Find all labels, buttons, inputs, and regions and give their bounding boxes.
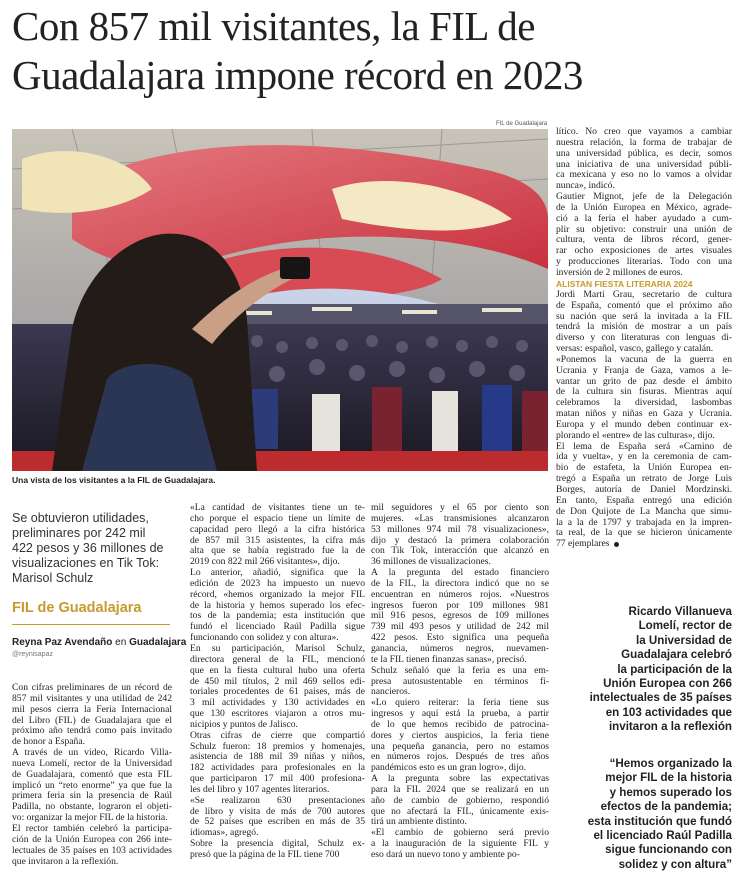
body-line: edición de 2023 ha impuesto un nuevo: [190, 578, 365, 589]
byline: [12, 637, 186, 648]
body-line: les del libro y 107 agentes literarios.: [190, 784, 330, 795]
body-line: toriales procedentes de 61 paises, más de: [190, 687, 365, 698]
body-line: de España, comentó que el próximo año: [556, 300, 732, 311]
body-line: directora general de la FIL, mencionó: [190, 654, 365, 665]
body-line: funcionando con solidez y con altura».: [190, 633, 339, 644]
pull-quote-line: solidez y con altura”: [618, 857, 732, 871]
body-line: «Se realizaron 630 presentaciones: [190, 795, 365, 806]
body-line: diverso y con literaturas con lenguas di-: [556, 333, 732, 344]
deck-line: 422 pesos y 36 millones de: [12, 541, 164, 555]
body-line: de Don Quijote de La Mancha que simu-: [556, 506, 732, 517]
body-line: de 52 países que escriben en más de 35: [190, 817, 365, 828]
body-line: Gautier Mignot, jefe de la Delegación: [556, 192, 732, 203]
pull-quote-line: mejor FIL de la historia: [605, 771, 732, 785]
body-line: «Lo quiero reiterar: la feria tiene sus: [371, 698, 549, 709]
body-line: encuentran en números rojos. «Nuestros: [371, 589, 549, 600]
body-line: dores y ciertos auspicios, la feria tiene: [371, 730, 549, 741]
body-line: Con cifras preliminares de un récord de: [12, 683, 172, 693]
pull-quote-line: el licenciado Raúl Padilla: [593, 829, 732, 843]
body-line: presa autosustentable en términos fi-: [371, 676, 549, 687]
headline-line-2: Guadalajara impone récord en 2023: [12, 52, 583, 98]
body-column-1: [12, 683, 172, 867]
byline-place: Guadalajara: [129, 637, 187, 648]
body-line: capacidad pero llegó a la cifra histórica: [190, 524, 365, 535]
body-line: de lo que hemos recibido de patrocina-: [371, 719, 549, 730]
news-photo: [12, 129, 548, 471]
body-line: una pequeña ganancia, pero no estamos: [371, 741, 549, 752]
body-line: ingresos fueron por 109 millones 981: [371, 600, 549, 611]
body-line: con Tik Tok, interacción que alcanzó en: [371, 546, 549, 557]
body-line: y producciones literarias. Todo con una: [556, 257, 732, 268]
body-line: ida y vuelta», y en la ceremonia de cam-: [556, 452, 732, 463]
body-line: año de cambio de gobierno, respondió: [371, 795, 549, 806]
body-line: próximo año tendrá como país invitado: [12, 726, 172, 737]
body-line: bio de estafeta, la Unión Europea en-: [556, 463, 732, 474]
body-line: vo: organizar la mejor FIL de la historia.: [12, 813, 168, 824]
pull-quote-line: “Hemos organizado la: [609, 757, 732, 770]
section-label: FIL de Guadalajara: [12, 600, 142, 616]
body-line: 36 millones de visualizaciones.: [371, 557, 491, 568]
body-line: ción de la Unión Europea con 266 inte-: [12, 834, 172, 845]
body-line: 77 ejemplares: [556, 539, 732, 550]
body-line: El lema de España será «Camino de: [556, 441, 732, 452]
body-line: cho porque el espacio tiene un límite de: [190, 513, 365, 524]
body-line: del Libro (FIL) de Guadalajara que el: [12, 715, 172, 726]
body-line: te la FIL tienen finanzas sanas», precisó.: [371, 654, 527, 665]
body-line: inversión de 2 millones de euros.: [556, 267, 683, 278]
body-line: a la inauguración de la siguiente FIL y: [371, 839, 549, 850]
body-line: nancieros.: [371, 687, 411, 698]
pull-quote-line: Ricardo Villanueva: [628, 605, 732, 618]
body-line: rar ocho exposiciones de artes visuales: [556, 246, 732, 257]
body-line: nunca», indicó.: [556, 181, 615, 192]
pull-quote-1: [556, 605, 732, 735]
pull-quote-line: Lomelí, rector de: [638, 619, 732, 633]
body-line: para la FIL 2024 que se realizará en un: [371, 784, 549, 795]
deck-line: preliminares por 242 mil: [12, 526, 146, 540]
body-line: que 130 escritores viajaron a otros mu-: [190, 709, 365, 720]
body-line: tregó a España un retrato de Jorge Luis: [556, 474, 732, 485]
body-column-4b: [556, 290, 732, 550]
body-line: ca mexicana y eso no lo vamos a olvidar: [556, 170, 732, 181]
body-line: de 857 mil 315 asistentes, la cifra más: [190, 535, 365, 546]
body-line: Ucrania y Franja de Gaza, vamos a le-: [556, 365, 732, 376]
body-line: 422 pesos. Esto significa una pequeña: [371, 633, 549, 644]
body-line: lectuales de 35 países en 103 actividades: [12, 845, 172, 856]
body-line: nuestra relación, la forma de trabajar de: [556, 137, 732, 148]
pull-quote-line: Guadalajara celebró: [621, 648, 732, 662]
body-line: su nación que será la invitada a la FIL: [556, 311, 732, 322]
photo-credit: FIL de Guadalajara: [496, 121, 548, 127]
body-line: Lo anterior, añadió, significa que la: [190, 568, 365, 579]
body-line: ció a la feria el haber ayudado a cum-: [556, 213, 732, 224]
body-line: nicipios y puntos de Jalisco.: [190, 719, 298, 730]
body-line: de honor a España.: [12, 737, 85, 748]
section-rule: [12, 624, 170, 625]
headline-line-1: Con 857 mil visitantes, la FIL de: [12, 3, 535, 49]
body-line: vantar un grito de paz desde el ámbito: [556, 376, 732, 387]
end-mark: [614, 542, 619, 547]
body-line: que en la fiesta cultural hubo una oferta: [190, 665, 365, 676]
body-line: plorando el «entre» de las culturas», dijo.: [556, 430, 715, 441]
pull-quote-line: la participación de la: [617, 662, 732, 676]
body-line: dijo y destacó la primera colaboración: [371, 535, 549, 546]
deck-line: Se obtuvieron utilidades,: [12, 511, 149, 525]
pull-quote-2: [556, 757, 732, 872]
body-line: 857 mil visitantes y una utilidad de 242: [12, 693, 172, 704]
body-line: mujeres. «Las transmisiones alcanzaron: [371, 513, 549, 524]
body-line: lítico. No creo que vayamos a cambiar: [556, 127, 732, 137]
body-line: Jordi Martí Grau, secretario de cultura: [556, 289, 732, 300]
body-line: 739 mil 493 pesos y utilidad de 242 mil: [371, 622, 549, 633]
body-line: versas: español, vasco, gallego y catalán.: [556, 344, 714, 355]
pull-quote-line: la Universidad de: [635, 633, 732, 647]
body-column-3: [371, 503, 549, 861]
body-line: mil pesos cierra la Feria Internacional: [12, 704, 172, 715]
body-line: ingresos y aquí está la prueba, a partir: [371, 709, 549, 720]
pull-quote-line: invitaron a la reflexión: [608, 720, 732, 734]
body-line: una universidad pública, es decir, somos: [556, 148, 732, 159]
body-line: 182 actividades para profesionales en la: [190, 763, 365, 774]
body-line: tirá un ambiente distinto.: [371, 817, 467, 828]
byline-author: Reyna Paz Avendaño: [12, 637, 113, 648]
body-line: de la historia y hemos superado los efec-: [190, 600, 365, 611]
body-column-2: [190, 503, 365, 861]
body-line: matan niños y niñas en Gaza y Ucrania.: [556, 409, 732, 420]
body-line: mil seguidores y el 65 por ciento son: [371, 503, 549, 513]
body-line: que participaron 17 mil 400 profesiona-: [190, 774, 365, 785]
headline: [12, 2, 728, 100]
body-line: Sobre la presencia digital, Schulz ex-: [190, 839, 365, 850]
body-line: de libro y visita de más de 700 autores: [190, 806, 365, 817]
body-line: 2019 con 822 mil 266 visitantes», dijo.: [190, 557, 340, 568]
body-line: «Ponemos la vacuna de la guerra en: [556, 354, 732, 365]
pull-quote-line: efectos de la pandemia;: [600, 800, 732, 814]
byline-connector: en: [112, 637, 130, 648]
body-line: de la FIL, la directora indicó que no se: [371, 578, 549, 589]
body-line: 53 millones 974 mil 78 visualizaciones»,: [371, 524, 549, 535]
body-line: Schulz fueron: 18 premios y homenajes,: [190, 741, 365, 752]
body-line: récord, «hemos organizado la mejor FIL: [190, 589, 365, 600]
body-line: idiomas», agregó.: [190, 828, 259, 839]
pull-quote-line: y hemos superado los: [609, 785, 732, 799]
body-line: Schulz señaló que la feria es una em-: [371, 665, 549, 676]
body-line: de 450 mil títulos, 2 mil 469 sellos edi-: [190, 676, 365, 687]
body-line: El rector también celebró la participa-: [12, 823, 172, 834]
body-line: A través de un video, Ricardo Villa-: [12, 748, 172, 759]
body-line: mil 916 pesos, egresos de 109 millones: [371, 611, 549, 622]
deck: [12, 511, 172, 586]
subhead: ALISTAN FIESTA LITERARIA 2024: [556, 278, 693, 289]
body-line: tos de la pandemia; esta institución que: [190, 611, 365, 622]
body-line: En su participación, Marisol Schulz,: [190, 643, 365, 654]
body-line: de Guadalajara, comentó que esta FIL: [12, 769, 172, 780]
body-line: que no afectará la FIL, únicamente exis-: [371, 806, 549, 817]
body-line: implicó un “reto enorme” ya que fue la: [12, 780, 172, 791]
body-line: A la pregunta sobre las expectativas: [371, 774, 549, 785]
body-line: fundó el licenciado Raúl Padilla sigue: [190, 622, 365, 633]
body-line: ganancia, números negros, nuevamen-: [371, 643, 549, 654]
body-line: en números rojos. Después de tres años: [371, 752, 549, 763]
body-line: que invitaron a la reflexión.: [12, 856, 119, 867]
body-line: Europa y el mundo deben continuar ex-: [556, 419, 732, 430]
deck-line: visualizaciones en Tik Tok:: [12, 556, 160, 570]
body-line: plir su objetivo: construir una unión de: [556, 224, 732, 235]
body-line: alta que se había registrado fue la de: [190, 546, 365, 557]
pull-quote-line: esta institución que fundó: [587, 814, 732, 828]
body-line: primera feria sin la presencia de Raúl: [12, 791, 172, 802]
body-line: la a la de 1797 y trabajada en la impren-: [556, 517, 732, 528]
body-line: de la cultura sin fisuras. Mientras aquí: [556, 387, 732, 398]
body-line: A la pregunta del estado financiero: [371, 568, 549, 579]
body-column-4: [556, 127, 732, 550]
body-line: tendrá la misión de mostrar a un país: [556, 322, 732, 333]
body-line: eso dará un nuevo tono y ambiente po-: [371, 850, 520, 860]
body-line: Padilla, no obstante, lograron el objeti-: [12, 802, 172, 813]
body-line: asistencia de 188 mil 39 niñas y niños,: [190, 752, 365, 763]
photo-caption: Una vista de los visitantes a la FIL de Guadalajara.: [12, 475, 216, 485]
byline-handle: @reynisapaz: [12, 651, 53, 658]
body-line: de la Unión Europea en México, agrade-: [556, 202, 732, 213]
deck-line: Marisol Schulz: [12, 571, 94, 585]
body-line: «La cantidad de visitantes tiene un te-: [190, 503, 365, 513]
body-line: ta real, de la que se hicieron únicamente: [556, 528, 732, 539]
body-line: En tanto, España entregó una edición: [556, 495, 732, 506]
body-line: presó que la página de la FIL tiene 700: [190, 850, 340, 860]
pull-quote-line: en 103 actividades que: [605, 705, 732, 719]
body-line: «El cambio de gobierno será previo: [371, 828, 549, 839]
body-line: Otras cifras de cierre que compartió: [190, 730, 365, 741]
body-column-4a: [556, 127, 732, 279]
pull-quote-line: Unión Europea con 266: [603, 677, 732, 691]
body-line: una iniciativa de una universidad públi-: [556, 159, 732, 170]
body-line: Borges, autoría de Daniel Mordzinski.: [556, 485, 732, 495]
pull-quote-line: intelectuales de 35 países: [589, 691, 732, 705]
body-line: celebramos la diversidad, lasbombas: [556, 398, 732, 409]
pull-quote-line: sigue funcionando con: [605, 843, 732, 857]
body-line: pandémicos esto es un gran logro», dijo.: [371, 763, 527, 774]
body-line: cultura, venta de libros récord, gener-: [556, 235, 732, 246]
body-line: 3 mil actividades y 130 actividades en: [190, 698, 365, 709]
body-line: nueva Lomelí, rector de la Universidad: [12, 758, 172, 769]
